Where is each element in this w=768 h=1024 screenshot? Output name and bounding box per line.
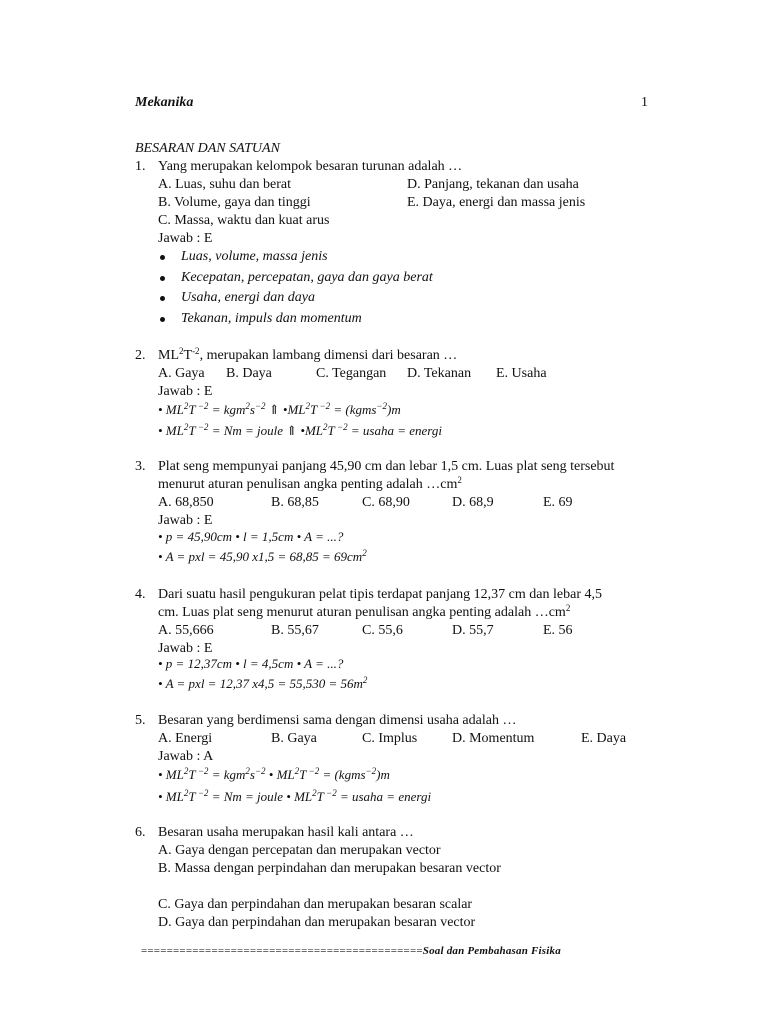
q5-option-a: A. Energi xyxy=(158,731,213,746)
q1-bullet-3: Usaha, energi dan daya xyxy=(181,290,316,305)
footer-rule-text: ============================================ xyxy=(141,945,423,957)
q2-option-b: B. Daya xyxy=(226,366,272,381)
q4-option-c: C. 55,6 xyxy=(362,623,403,638)
q2-option-d: D. Tekanan xyxy=(407,366,472,381)
q6-option-c: C. Gaya dan perpindahan dan merupakan besaran scalar xyxy=(158,897,473,912)
q3-number: 3. xyxy=(135,459,146,474)
q5-answer: Jawab : A xyxy=(158,749,214,764)
q1-option-e: E. Daya, energi dan massa jenis xyxy=(407,195,586,210)
q3-line-2-text: menurut aturan penulisan angka penting adalah …cm xyxy=(158,477,458,492)
q2-number: 2. xyxy=(135,348,146,363)
q3-option-a: A. 68,850 xyxy=(158,495,214,510)
q4-line-1: Dari suatu hasil pengukuran pelat tipis terdapat panjang 12,37 cm dan lebar 4,5 xyxy=(158,587,602,602)
q6-number: 6. xyxy=(135,825,146,840)
bullet-icon xyxy=(160,276,165,281)
q1-option-d: D. Panjang, tekanan dan usaha xyxy=(407,177,579,192)
q4-option-b: B. 55,67 xyxy=(271,623,319,638)
q3-line-2: menurut aturan penulisan angka penting adalah $\dots cm^2$ xyxy=(158,475,462,492)
q3-option-c: C. 68,90 xyxy=(362,495,410,510)
q2-answer: Jawab : E xyxy=(158,384,213,399)
q2-question-text: , merupakan lambang dimensi dari besaran … xyxy=(199,348,458,363)
q3-answer: Jawab : E xyxy=(158,513,213,528)
q1-bullet-2: Kecepatan, percepatan, gaya dan gaya berat xyxy=(181,270,433,285)
q5-question: Besaran yang berdimensi sama dengan dimensi usaha adalah … xyxy=(158,713,517,728)
q1-option-a: A. Luas, suhu dan berat xyxy=(158,177,291,192)
q1-question: Yang merupakan kelompok besaran turunan adalah … xyxy=(158,159,463,174)
q3-formula-2: • A = pxl = 45,90 $x1,5 = 68,85 = 69cm^2$ xyxy=(158,548,367,564)
q4-option-d: D. 55,7 xyxy=(452,623,494,638)
q1-option-c: C. Massa, waktu dan kuat arus xyxy=(158,213,330,228)
q1-answer: Jawab : E xyxy=(158,231,213,246)
q6-option-d: D. Gaya dan perpindahan dan merupakan besaran vector xyxy=(158,915,476,930)
q1-option-b: B. Volume, gaya dan tinggi xyxy=(158,195,311,210)
bullet-icon xyxy=(160,255,165,260)
q1-bullet-4: Tekanan, impuls dan momentum xyxy=(181,311,362,326)
q3-option-d: D. 68,9 xyxy=(452,495,494,510)
q4-line-2: cm. Luas plat seng menurut aturan penulisan angka penting adalah $\dots cm^2$ xyxy=(158,603,571,620)
page-number: 1 xyxy=(641,95,648,110)
q5-option-d: D. Momentum xyxy=(452,731,535,746)
page-header-title: Mekanika xyxy=(135,95,194,110)
q5-option-e: E. Daya xyxy=(581,731,627,746)
q4-answer: Jawab : E xyxy=(158,641,213,656)
q5-formula-2: • $ML^2T$ $^{-2}$ = Nm = joule • $ML^2T$ $^{-2}$ = usaha = energi xyxy=(158,788,432,804)
q4-formula-2: • A = pxl = 12,37 $x4,5 = 55,530 = 56m^2$ xyxy=(158,675,368,691)
q4-line-2-text: cm. Luas plat seng menurut aturan penulisan angka penting adalah …cm xyxy=(158,605,566,620)
q4-option-e: E. 56 xyxy=(543,623,573,638)
q6-option-a: A. Gaya dengan percepatan dan merupakan vector xyxy=(158,843,441,858)
q3-line-1: Plat seng mempunyai panjang 45,90 cm dan lebar 1,5 cm. Luas plat seng tersebut xyxy=(158,459,615,474)
footer-rule xyxy=(141,942,561,960)
q1-bullet-1: Luas, volume, massa jenis xyxy=(181,249,328,264)
q2-option-e: E. Usaha xyxy=(496,366,547,381)
q1-number: 1. xyxy=(135,159,146,174)
bullet-icon xyxy=(160,317,165,322)
q4-formula-1: • p = 12,37cm • l = 4,5cm • A = ...? xyxy=(158,656,344,671)
q6-option-b: B. Massa dengan perpindahan dan merupakan besaran vector xyxy=(158,861,501,876)
footer-text: Soal dan Pembahasan Fisika xyxy=(422,945,561,957)
q5-option-b: B. Gaya xyxy=(271,731,317,746)
q2-option-c: C. Tegangan xyxy=(316,366,387,381)
q3-formula-1: • p = 45,90cm • l = 1,5cm • A = ...? xyxy=(158,529,344,544)
q2-option-a: A. Gaya xyxy=(158,366,205,381)
q2-formula-2: • $ML^2T$ $^{-2}$ = Nm = joule ⇑ $•ML^2T$ $^{-2}$ = usaha = energi xyxy=(158,422,442,438)
q5-number: 5. xyxy=(135,713,146,728)
q5-formula-1: • $ML^2T$ $^{-2} = kgm^2s^{-2}$ • $ML^2T$ $^{-2}$ = (kgms$^{-2}$)m xyxy=(158,766,390,782)
q3-option-e: E. 69 xyxy=(543,495,573,510)
q4-option-a: A. 55,666 xyxy=(158,623,214,638)
section-title: BESARAN DAN SATUAN xyxy=(135,141,280,156)
q6-question: Besaran usaha merupakan hasil kali antara … xyxy=(158,825,414,840)
q2-question: $ML^2T^{-2}$, merupakan lambang dimensi dari besaran … xyxy=(158,346,458,363)
q4-number: 4. xyxy=(135,587,146,602)
q3-option-b: B. 68,85 xyxy=(271,495,319,510)
q5-option-c: C. Implus xyxy=(362,731,418,746)
bullet-icon xyxy=(160,296,165,301)
q2-formula-1: • $ML^2T$ $^{-2} = kgm^2s^{-2}$ ⇑ $•ML^2T$ $^{-2}$ = (kgms$^{-2}$)m xyxy=(158,401,401,417)
